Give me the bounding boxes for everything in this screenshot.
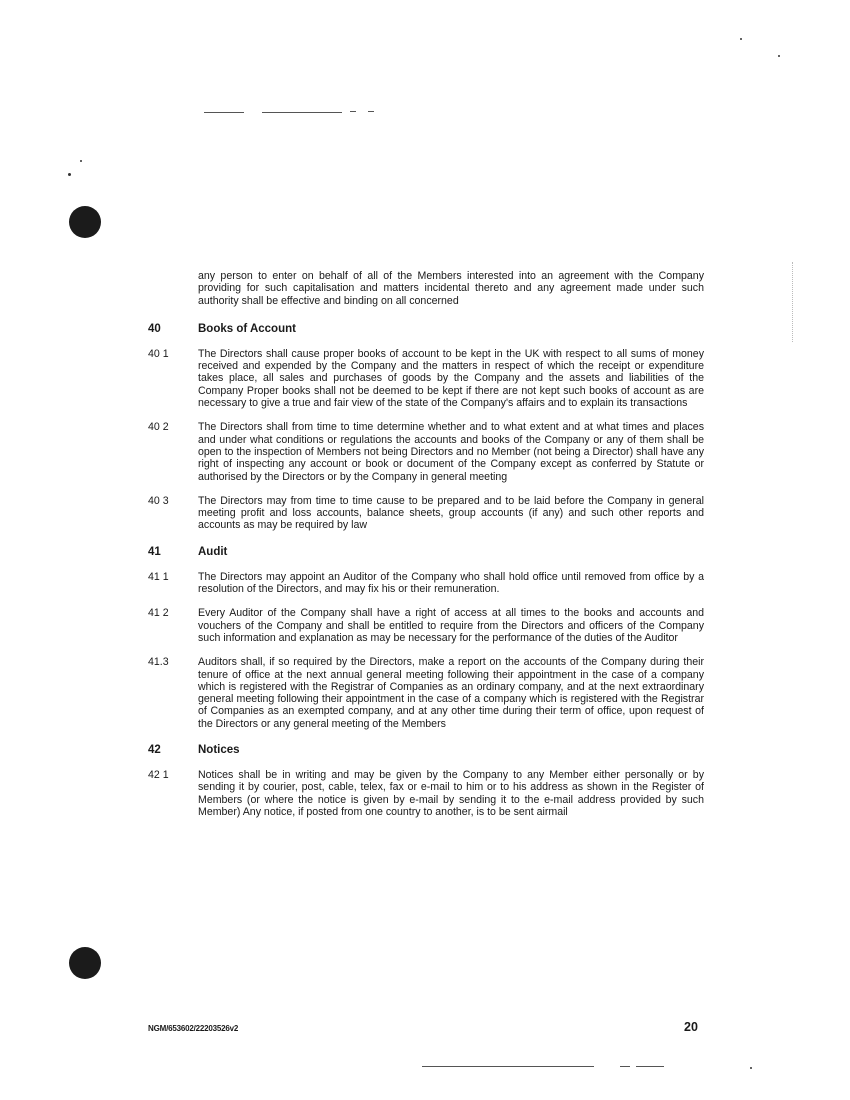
scan-speck [750,1067,752,1069]
punch-hole-bottom [69,947,101,979]
clause-number: 41 1 [148,570,169,583]
clause [148,769,704,818]
scan-speck [80,160,82,162]
scan-speck [68,173,71,176]
section-heading-40 [148,322,704,336]
margin-mark [792,262,793,342]
section-title: Notices [198,744,240,757]
document-body [148,270,704,818]
clause-number: 40 3 [148,494,169,507]
clause-text: The Directors may appoint an Auditor of the Company who shall hold office until removed from office by a resolution of the Directors, and may fix his or their remuneration. [198,570,704,596]
clause-number: 42 1 [148,769,169,782]
scan-stroke [350,111,356,112]
clause [148,656,704,730]
clause [148,495,704,532]
scan-stroke [204,112,244,113]
clause-text: Every Auditor of the Company shall have a right of access at all times to the books and accounts and vouchers of the Company and shall be entitled to require from the Directors and officers of the Company such information and explanation as may be necessary for the performance of the duties of the Auditor [198,607,704,644]
section-number: 42 [148,744,161,757]
section-title: Books of Account [198,322,296,335]
section-heading-41 [148,545,704,559]
clause-number: 41.3 [148,656,169,669]
page-number: 20 [684,1020,698,1034]
scan-speck [740,38,742,40]
section-number: 41 [148,545,161,558]
section-heading-42 [148,743,704,757]
clause [148,607,704,644]
scan-stroke [422,1066,594,1067]
clause-text: Auditors shall, if so required by the Directors, make a report on the accounts of the Company during their tenure of office at the next annual general meeting following their appointment in the case of a company which is registered with the Registrar of Companies as an ordinary company, and at the next extraordinary general meeting following their appointment in the case of a company which is registered with the Registrar of Companies as an exempted company, and at any other time during their term of office, upon request of the Directors or any general meeting of the Members [198,656,704,730]
clause-text: Notices shall be in writing and may be given by the Company to any Member either personally or by sending it by courier, post, cable, telex, fax or e-mail to him or to his address as shown in the Register of Members (or where the notice is given by e-mail by sending it to the e-mail address provided by such Member) Any notice, if posted from one country to another, is to be sent airmail [198,769,704,818]
scan-stroke [368,111,374,112]
punch-hole-top [69,206,101,238]
clause-text: The Directors may from time to time cause to be prepared and to be laid before the Company in general meeting profit and loss accounts, balance sheets, group accounts (if any) and such other reports and accounts as may be required by law [198,494,704,532]
scan-stroke [636,1066,664,1067]
section-number: 40 [148,322,161,335]
clause [148,421,704,482]
clause [148,571,704,596]
section-title: Audit [198,545,228,558]
scan-stroke [262,112,342,113]
lead-paragraph: any person to enter on behalf of all of the Members interested into an agreement with the Company providing for such capitalisation and matters incidental thereto and any agreement made under such authority shall be effective and binding on all concerned [198,270,704,307]
clause-number: 40 2 [148,421,169,434]
clause [148,348,704,409]
scan-speck [778,55,780,57]
clause-text: The Directors shall cause proper books of account to be kept in the UK with respect to all sums of money received and expended by the Company and the matters in respect of which the receipt or expenditure takes place, all sales and purchases of goods by the Company and the assets and liabilities of the Company Proper books shall not be deemed to be kept if there are not kept such books of account as are necessary to give a true and fair view of the state of the Company's affairs and to explain its transactions [198,347,704,410]
clause-text: The Directors shall from time to time determine whether and to what extent and at what times and places and under what conditions or regulations the accounts and books of the Company or any of them shall be open to the inspection of Members not being Directors and no Member (not being a Director) shall have any right of inspecting any account or book or document of the Company except as conferred by Statute or authorised by the Directors or by the Company in general meeting [198,421,704,483]
scan-stroke [620,1066,630,1067]
clause-number: 40 1 [148,347,169,360]
document-reference: NGM/653602/22203526v2 [148,1024,239,1033]
clause-number: 41 2 [148,607,169,620]
